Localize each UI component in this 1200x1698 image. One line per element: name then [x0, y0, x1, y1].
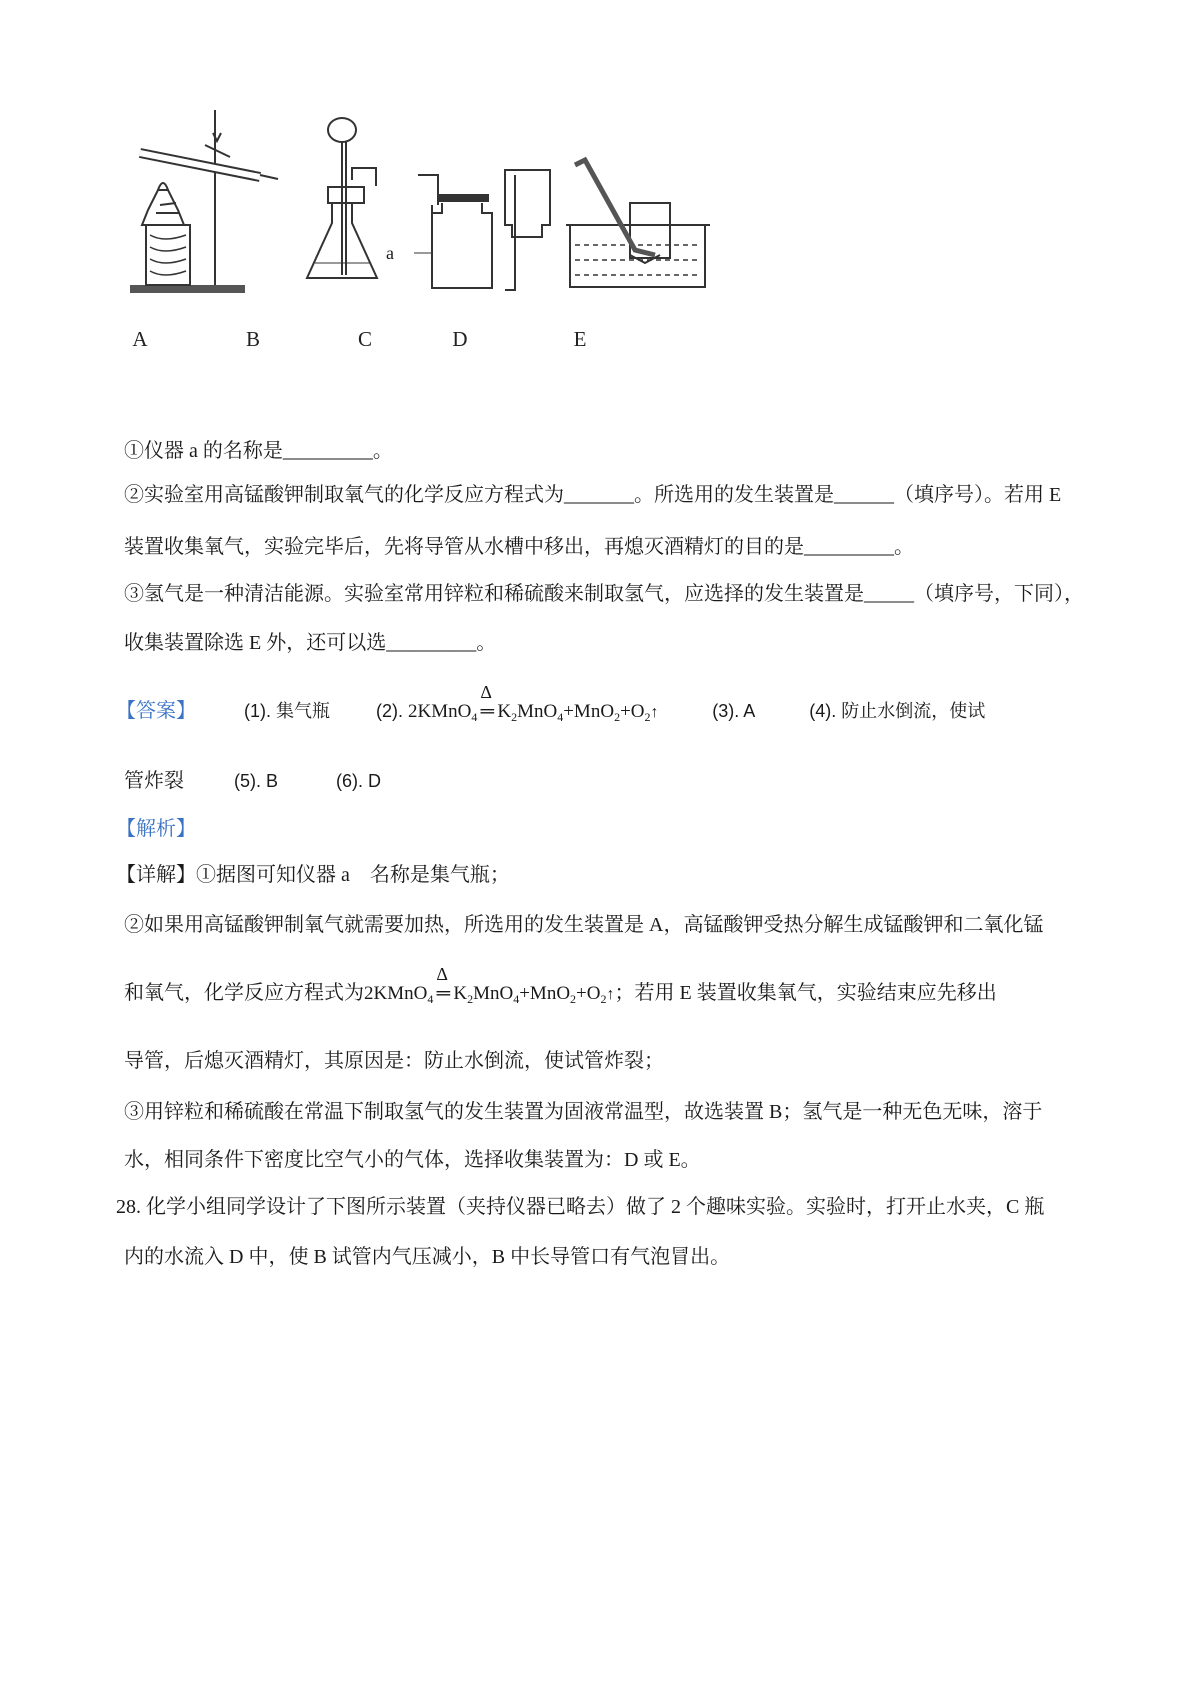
analysis-p2-line3: 导管，后熄灭酒精灯，其原因是：防止水倒流，使试管炸裂；	[124, 1050, 664, 1072]
apparatus-b	[307, 118, 377, 278]
apparatus-d	[505, 170, 550, 290]
apparatus-e	[566, 160, 710, 287]
analysis-p2-line1: ②如果用高锰酸钾制氧气就需要加热，所选用的发生装置是 A，高锰酸钾受热分解生成锰酸钾和二氧化锰	[124, 914, 1044, 936]
question-28-line2: 内的水流入 D 中，使 B 试管内气压减小，B 中长导管口有气泡冒出。	[124, 1246, 731, 1268]
label-e-apparatus: E	[573, 327, 587, 351]
question-3-line1: ③氢气是一种清洁能源。实验室常用锌粒和稀硫酸来制取氢气，应选择的发生装置是_____（填序号，下同），	[124, 583, 1084, 605]
analysis-p3-line1: ③用锌粒和稀硫酸在常温下制取氢气的发生装置为固液常温型，故选装置 B；氢气是一种无色无味，溶于	[124, 1101, 1043, 1123]
answer-equation: 2KMnO$_4$ Δ ═ $K_2MnO_4+MnO_2+O_2↑$	[408, 701, 663, 722]
analysis-detail: 【详解】①据图可知仪器 a 名称是集气瓶；	[116, 864, 510, 886]
delta-symbol: Δ	[480, 682, 492, 702]
question-2-line2: 装置收集氧气，实验完毕后，先将导管从水槽中移出，再熄灭酒精灯的目的是_________。	[124, 536, 914, 558]
label-b-apparatus: B	[245, 327, 260, 351]
answer-line2	[124, 767, 381, 795]
answer-line1	[116, 682, 986, 731]
apparatus-figure	[120, 95, 800, 370]
apparatus-c	[414, 175, 492, 288]
analysis-equation: 2KMnO$_4$ Δ ═ $K_2MnO_4+MnO_2+O_2↑$	[364, 964, 615, 1006]
gas-arrow-icon: ↑	[650, 704, 659, 721]
question-3-line2: 收集装置除选 E 外，还可以选_________。	[124, 632, 497, 654]
answer-item-6: (6). D	[336, 771, 382, 791]
answer-item-5: (5). B	[234, 771, 279, 791]
answer-item-2-number: (2).	[376, 701, 404, 721]
question-1: ①仪器 a 的名称是_________。	[124, 440, 393, 462]
answer-item-4: (4). 防止水倒流，使试	[809, 701, 986, 721]
question-28-line1: 28. 化学小组同学设计了下图所示装置（夹持仪器已略去）做了 2 个趣味实验。实验时，打开止水夹，C 瓶	[116, 1196, 1045, 1218]
apparatus-a	[130, 110, 278, 293]
label-d-apparatus: D	[452, 327, 468, 351]
analysis-p3-line2: 水，相同条件下密度比空气小的气体，选择收集装置为：D 或 E。	[124, 1149, 701, 1171]
answer-item-1: (1). 集气瓶	[244, 701, 331, 721]
label-c-apparatus: C	[357, 327, 372, 351]
question-2-line1: ②实验室用高锰酸钾制取氧气的化学反应方程式为_______。所选用的发生装置是______（填序号）。若用 E	[124, 484, 1062, 506]
instrument-a-label: a	[386, 243, 394, 263]
apparatus-diagram	[120, 95, 800, 325]
analysis-p2-line2: 和氧气，化学反应方程式为2KMnO$_4$ Δ ═ $K_2MnO_4+MnO_2+O_2↑$；若用 E 装置收集氧气，实验结束应先移出	[124, 964, 997, 1006]
answer-item-3: (3). A	[712, 701, 756, 721]
answer-tag: 【答案】	[116, 700, 196, 722]
label-a-apparatus: A	[132, 327, 148, 351]
answer-item-4-cont: 管炸裂	[124, 770, 184, 792]
analysis-tag: 【解析】	[116, 818, 196, 840]
